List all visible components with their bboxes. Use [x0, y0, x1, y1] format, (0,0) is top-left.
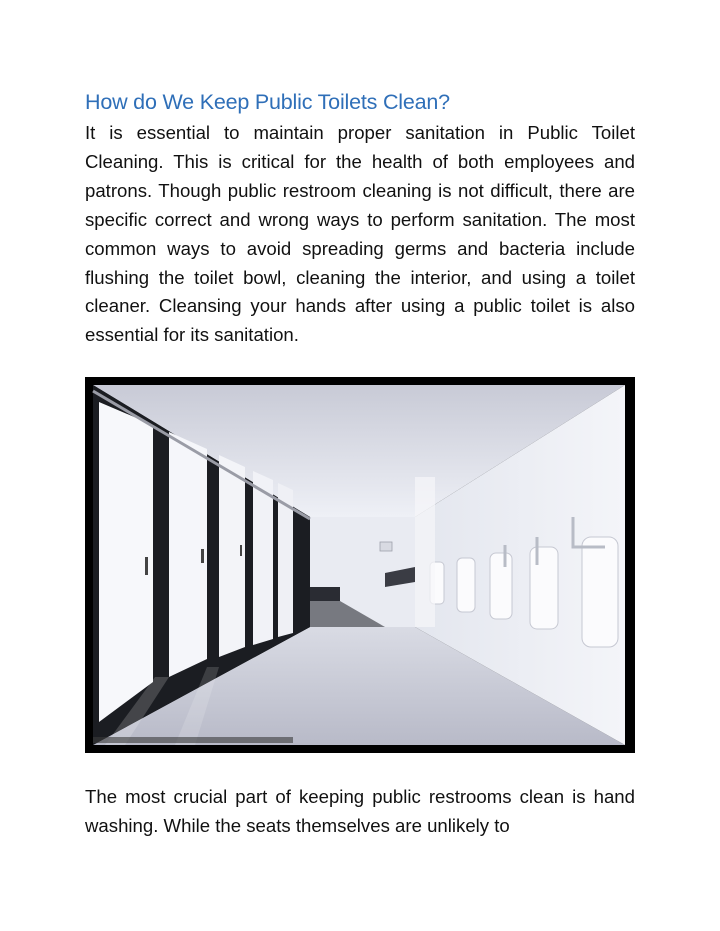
hand-washing-paragraph: The most crucial part of keeping public restrooms clean is hand washing. While the seats themselves are unlikely to — [85, 786, 635, 836]
section-heading: How do We Keep Public Toilets Clean? — [85, 90, 450, 114]
public-restroom-photo — [85, 377, 635, 753]
intro-paragraph: It is essential to maintain proper sanitation in Public Toilet Cleaning. This is critical for the health of both employees and patrons. Though public restroom cleaning is not difficult, there are specific correct and wrong ways to perform sanitation. The most common ways to avoid spreading germs and bacteria include flushing the toilet bowl, cleaning the interior, and using a toilet cleaner. Cleansing your hands after using a public toilet is also essential for its sanitation. — [85, 122, 635, 346]
